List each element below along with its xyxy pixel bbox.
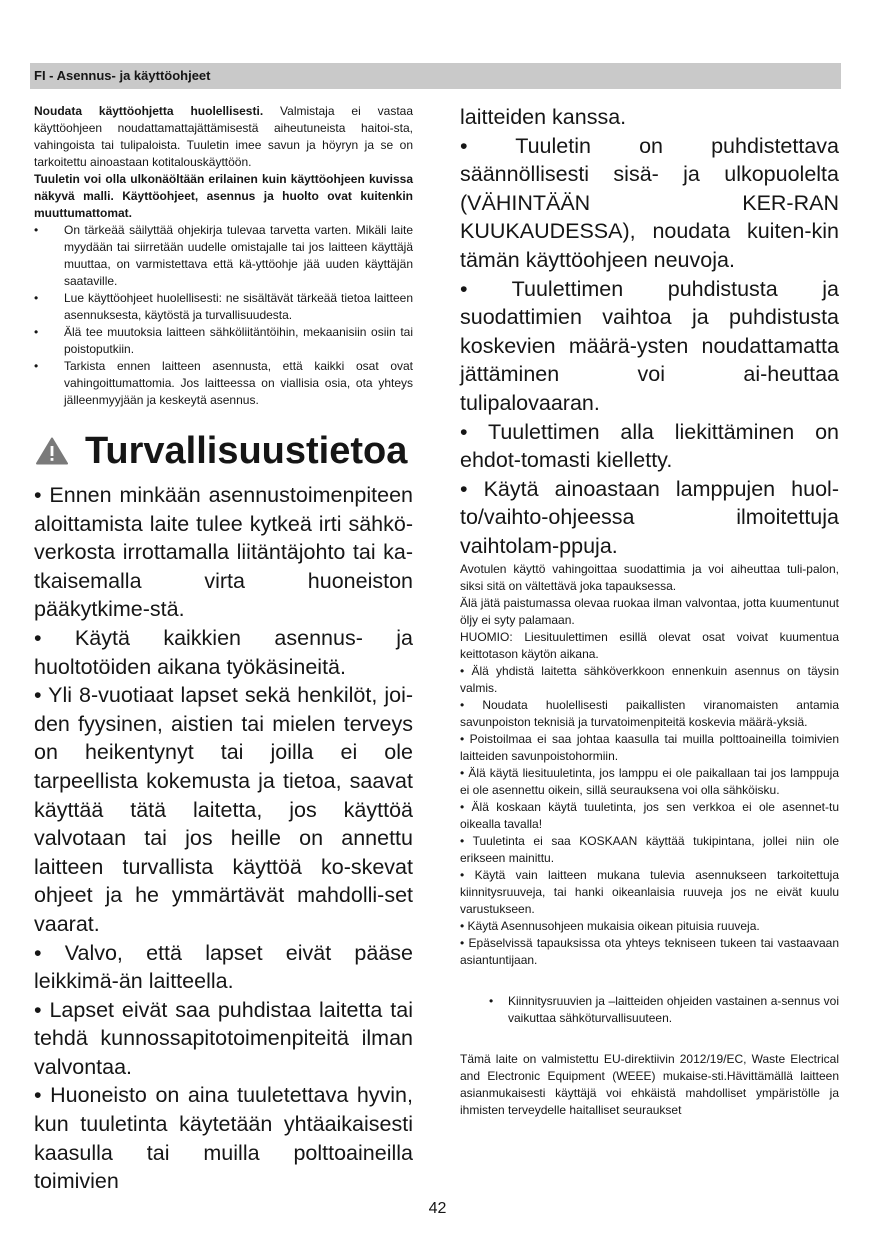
safety-paragraph: • Käytä kaikkien asennus- ja huoltotöiden aikana työkäsineitä. [34, 625, 413, 679]
safety-paragraph: • Huoneisto on aina tuuletettava hyvin, kun tuuletinta käytetään yhtäaikaisesti kaasulla tai muilla polttoaineilla toimivien [34, 1083, 413, 1194]
weee-paragraph: Tämä laite on valmistettu EU-direktiivin 2012/19/EC, Waste Electrical and Electronic Equipment (WEEE) mukaise-sti.Hävittämällä laitteen asianmukaisesti käyttäjä voi ehkäistä mahdolliset ympäristölle ja ihmisten terveydelle haitalliset seuraukset [460, 1051, 839, 1117]
intro-text: Valmistaja ei vastaa käyttöohjeen noudattamattajättämisestä aiheutuneista haitoi-sta, vahingoista tai tulipaloista. Tuuletin imee savun ja höyryn ja se on tarkoitettu ainoastaan kotitalouskäyttöön. [34, 104, 413, 169]
note-paragraph: • Älä käytä liesituuletinta, jos lamppu ei ole paikallaan tai jos lamppuja ei ole asennettu oikein, sillä seurauksena voi olla sähköisku. [460, 765, 839, 797]
left-column [34, 103, 413, 1196]
intro-paragraph [34, 103, 413, 171]
safety-paragraph: • Tuulettimen puhdistusta ja suodattimien vaihtoa ja puhdistusta koskevien määrä-ysten noudattamatta jättäminen voi ai-heuttaa tulipalovaaran. [460, 276, 839, 415]
section-title: Turvallisuustietoa [85, 430, 408, 472]
section-heading [34, 429, 413, 473]
spacer [460, 1027, 839, 1051]
safety-paragraph: • Tuulettimen alla liekittäminen on ehdot-tomasti kielletty. [460, 419, 839, 473]
safety-paragraph: • Lapset eivät saa puhdistaa laitetta tai tehdä kunnossapitotoimenpiteitä ilman valvontaa. [34, 997, 413, 1079]
note-paragraph: • Epäselvissä tapauksissa ota yhteys tekniseen tukeen tai vastaavaan asiantuntijaan. [460, 935, 839, 967]
list-item: • Lue käyttöohjeet huolellisesti: ne sisältävät tärkeää tietoa laitteen asennuksesta, käytöstä ja turvallisuudesta. [34, 290, 413, 324]
note-paragraph: • Älä yhdistä laitetta sähköverkkoon ennenkuin asennus on täysin valmis. [460, 663, 839, 695]
list-item: • Kiinnitysruuvien ja –laitteiden ohjeiden vastainen a-sennus voi vaikuttaa sähköturvallisuuteen. [508, 993, 839, 1027]
safety-paragraph: • Valvo, että lapset eivät pääse leikkimä-än laitteella. [34, 940, 413, 994]
list-item: • On tärkeää säilyttää ohjekirja tulevaa tarvetta varten. Mikäli laite myydään tai siirretään uudelle omistajalle tai jos laitteen käyttäjä muuttaa, on varmistettava että kä-yttöohje jää uuden käyttäjän saataville. [34, 222, 413, 290]
header-title: FI - Asennus- ja käyttöohjeet [34, 68, 211, 83]
safety-paragraph: • Yli 8-vuotiaat lapset sekä henkilöt, joi-den fyysinen, aistien tai mielen terveys on heikentynyt tai joilla ei ole tarpeellista kokemusta ja tietoa, saavat käyttää tätä laitetta, jos käyttöä valvotaan tai jos heille on annettu laitteen turvallista käyttöä ko-skevat ohjeet ja he ymmärtävät mahdolli-set vaarat. [34, 683, 413, 936]
safety-paragraph: laitteiden kanssa. [460, 105, 627, 129]
safety-paragraph: • Ennen minkään asennustoimenpiteen aloittamista laite tulee kytkeä irti sähkö-verkosta irrottamalla liitäntäjohto tai ka-tkaisemalla virta huoneiston pääkytkime-stä. [34, 483, 413, 622]
spacer [460, 969, 839, 993]
note-paragraph: Älä jätä paistumassa olevaa ruokaa ilman valvontaa, jotta kuumentunut öljy ei syty palamaan. [460, 595, 839, 627]
warning-icon [36, 437, 68, 465]
right-column [460, 103, 839, 1119]
indented-list [460, 993, 839, 1027]
note-paragraph: • Älä koskaan käytä tuuletinta, jos sen verkkoa ei ole asennet-tu oikealla tavalla! [460, 799, 839, 831]
safety-paragraph: • Käytä ainoastaan lamppujen huol-to/vaihto-ohjeessa ilmoitettuja vaihtolam-ppuja. [460, 476, 839, 558]
page-number: 42 [428, 1200, 447, 1217]
note-paragraph: • Tuuletinta ei saa KOSKAAN käyttää tukipintana, jollei niin ole erikseen mainittu. [460, 833, 839, 865]
note-paragraph: • Noudata huolellisesti paikallisten viranomaisten antamia savunpoiston teknisiä ja turvatoimenpiteitä koskevia määrä-yksiä. [460, 697, 839, 729]
note-paragraph: Avotulen käyttö vahingoittaa suodattimia ja voi aiheuttaa tuli-palon, siksi sitä on vältettävä joka tapauksessa. [460, 561, 839, 593]
intro-bold: Noudata käyttöohjetta huolellisesti. [34, 104, 264, 118]
model-note: Tuuletin voi olla ulkonäöltään erilainen kuin käyttöohjeen kuvissa näkyvä malli. Käyttöohjeet, asennus ja huolto ovat kuitenkin muuttumattomat. [34, 172, 413, 220]
note-paragraph: HUOMIO: Liesituulettimen esillä olevat osat voivat kuumentua keittotason käytön aikana. [460, 629, 839, 661]
instructions-list [34, 222, 413, 409]
note-paragraph: • Käytä vain laitteen mukana tulevia asennukseen tarkoitettuja kiinnitysruuveja, tai hanki oikeanlaisia ruuveja jos ne eivät kuulu varustukseen. [460, 867, 839, 916]
note-paragraph: • Poistoilmaa ei saa johtaa kaasulla tai muilla polttoaineilla toimivien laitteiden savunpoistohormiin. [460, 731, 839, 763]
list-item: • Tarkista ennen laitteen asennusta, että kaikki osat ovat vahingoittumattomia. Jos laitteessa on viallisia osia, ota yhteys jälleenmyyjään ja keskeytä asennus. [34, 358, 413, 409]
list-item: • Älä tee muutoksia laitteen sähköliitäntöihin, mekaanisiin osiin tai poistoputkiin. [34, 324, 413, 358]
page-header [30, 63, 841, 89]
safety-paragraph: • Tuuletin on puhdistettava säännöllisesti sisä- ja ulkopuolelta (VÄHINTÄÄN KER-RAN KUUKAUDESSA), noudata kuiten-kin tämän käyttöohjeen neuvoja. [460, 133, 839, 272]
note-paragraph: • Käytä Asennusohjeen mukaisia oikean pituisia ruuveja. [460, 918, 760, 933]
